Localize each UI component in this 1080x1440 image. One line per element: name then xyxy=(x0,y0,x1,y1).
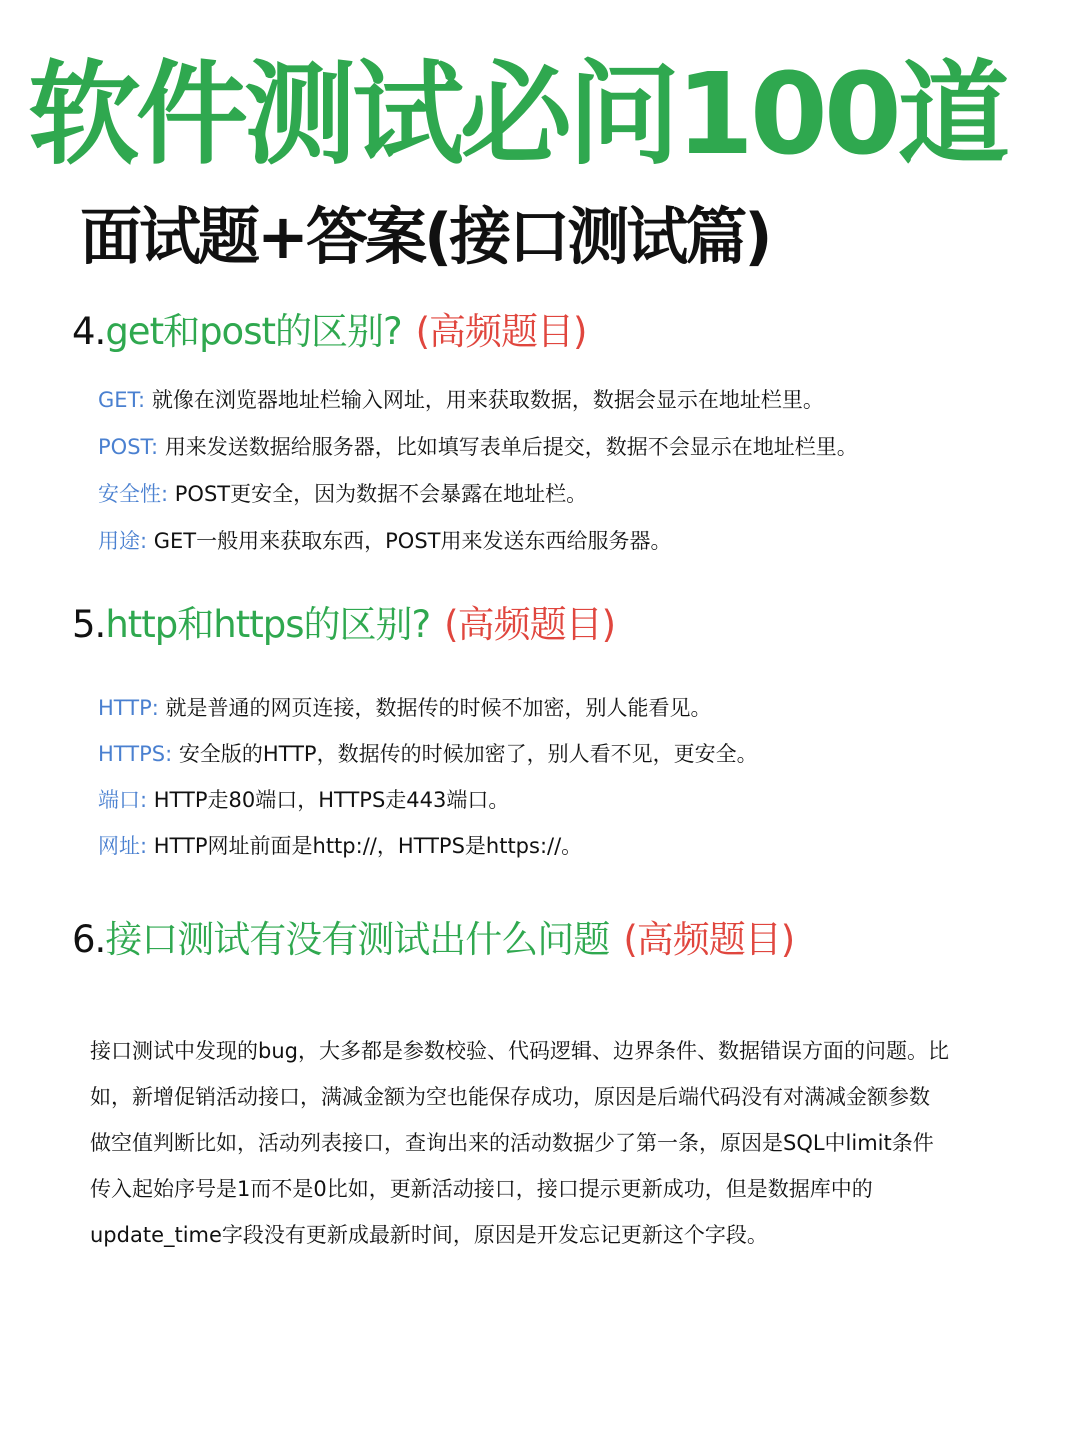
page-title: 软件测试必问100道 xyxy=(28,50,1006,180)
page-subtitle: 面试题+答案(接口测试篇) xyxy=(80,200,770,273)
question-number: 6. xyxy=(72,918,106,961)
answer-item xyxy=(98,481,587,508)
question-4-heading xyxy=(72,310,587,354)
answer-key: HTTPS: xyxy=(98,742,173,766)
answer-item xyxy=(98,695,712,722)
answer-item xyxy=(98,833,582,860)
answer-value: 用来发送数据给服务器，比如填写表单后提交，数据不会显示在地址栏里。 xyxy=(164,435,858,459)
answer-item xyxy=(98,741,758,768)
question-number: 5. xyxy=(72,603,106,646)
question-6-heading xyxy=(72,918,794,962)
answer-value: 就像在浏览器地址栏输入网址，用来获取数据，数据会显示在地址栏里。 xyxy=(151,388,824,412)
answer-key: 端口: xyxy=(98,788,148,812)
question-title: http和https的区别? xyxy=(105,603,431,646)
answer-value: GET一般用来获取东西，POST用来发送东西给服务器。 xyxy=(153,529,672,553)
answer-value: HTTP走80端口，HTTPS走443端口。 xyxy=(153,788,510,812)
answer-item xyxy=(98,528,671,555)
answer-item xyxy=(98,787,509,814)
answer-value: POST更安全，因为数据不会暴露在地址栏。 xyxy=(174,482,588,506)
answer-key: 安全性: xyxy=(98,482,169,506)
question-number: 4. xyxy=(72,310,106,353)
answer-value: HTTP网址前面是http://，HTTPS是https://。 xyxy=(153,834,583,858)
answer-key: 用途: xyxy=(98,529,148,553)
answer-item xyxy=(98,434,858,461)
answer-key: POST: xyxy=(98,435,159,459)
question-title: 接口测试有没有测试出什么问题 xyxy=(105,918,610,961)
answer-key: GET: xyxy=(98,388,146,412)
answer-value: 安全版的HTTP，数据传的时候加密了，别人看不见，更安全。 xyxy=(178,742,758,766)
answer-key: HTTP: xyxy=(98,696,159,720)
high-frequency-tag: (高频题目) xyxy=(415,310,587,353)
answer-value: 就是普通的网页连接，数据传的时候不加密，别人能看见。 xyxy=(165,696,712,720)
answer-item xyxy=(98,387,824,414)
question-title: get和post的区别? xyxy=(105,310,402,353)
high-frequency-tag: (高频题目) xyxy=(444,603,616,646)
high-frequency-tag: (高频题目) xyxy=(623,918,795,961)
answer-paragraph: 接口测试中发现的bug，大多都是参数校验、代码逻辑、边界条件、数据错误方面的问题。比如，新增促销活动接口，满减金额为空也能保存成功，原因是后端代码没有对满减金额参数做空值判断比如，活动列表接口，查询出来的活动数据少了第一条，原因是SQL中limit条件传入起始序号是1而不是0比如，更新活动接口，接口提示更新成功，但是数据库中的update_time字段没有更新成最新时间，原因是开发忘记更新这个字段。 xyxy=(90,1039,949,1247)
question-5-heading xyxy=(72,603,615,647)
answer-key: 网址: xyxy=(98,834,148,858)
